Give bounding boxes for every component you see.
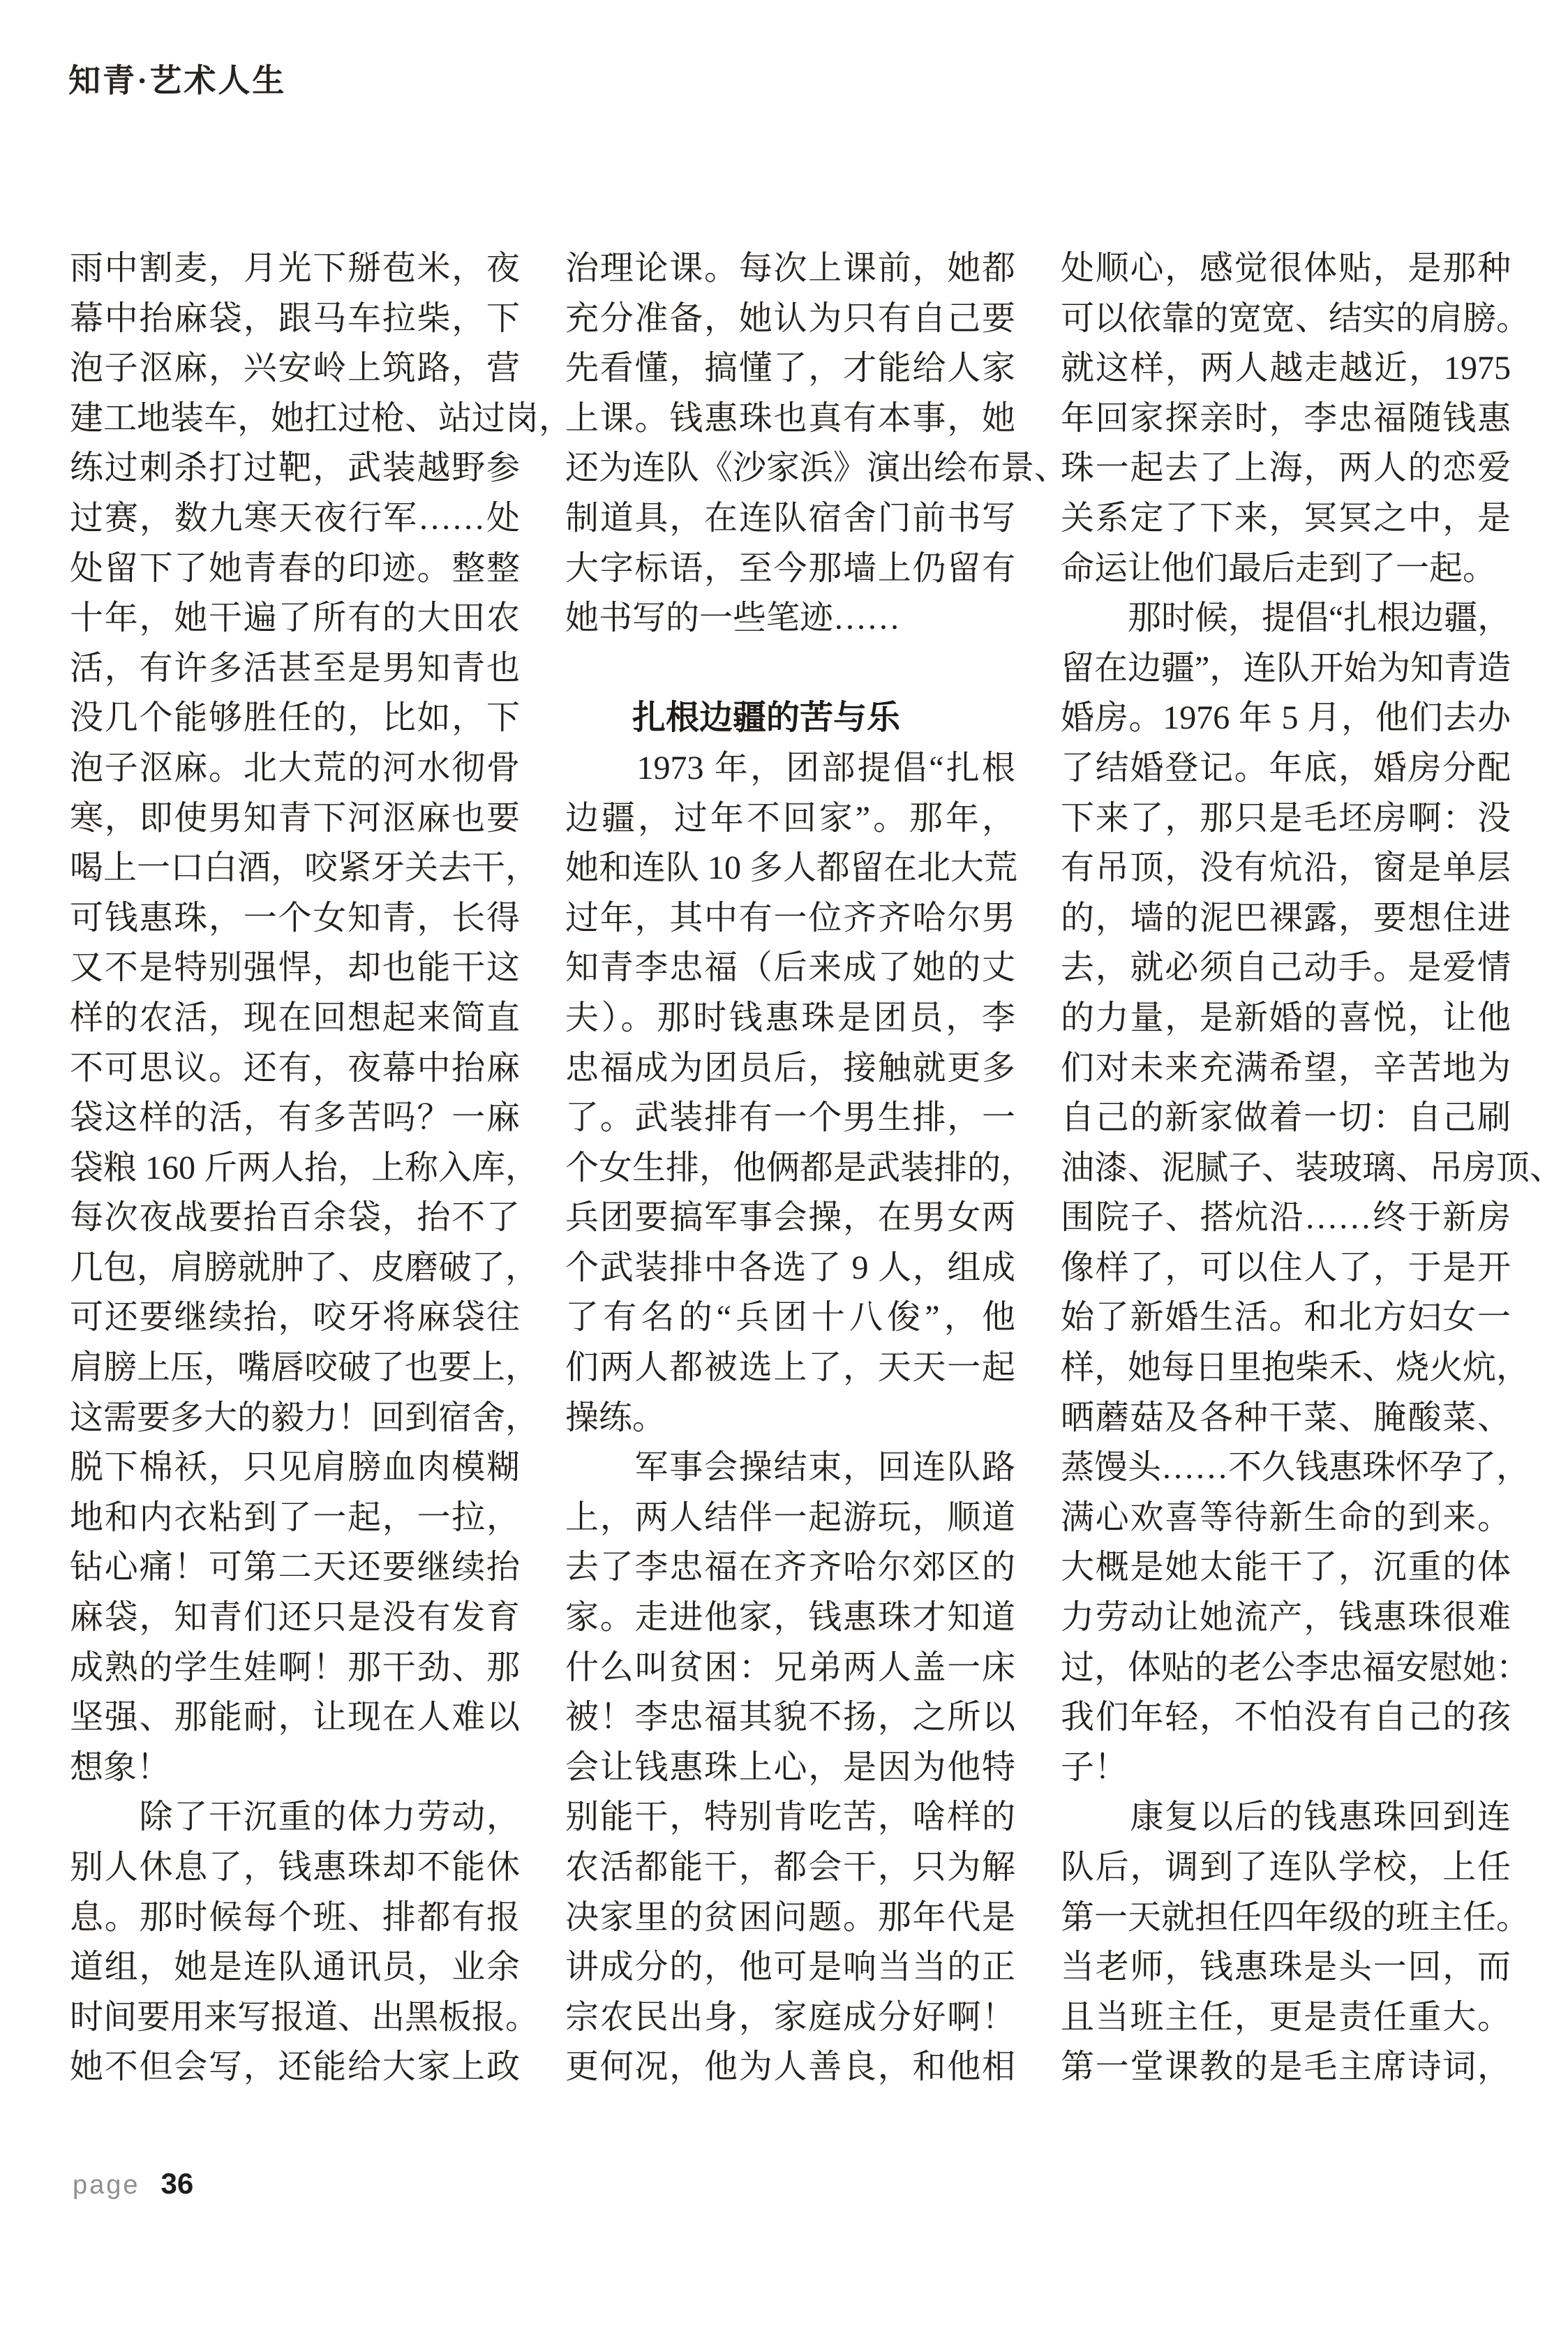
text-line: 钻心痛！可第二天还要继续抬	[70, 1549, 520, 1586]
text-line: 她和连队 10 多人都留在北大荒	[565, 849, 1018, 887]
text-line: 第一堂课教的是毛主席诗词，	[1061, 2048, 1511, 2086]
text-line: 成熟的学生娃啊！那干劲、那	[70, 1648, 520, 1686]
text-line: 泡子沤麻。北大荒的河水彻骨	[70, 749, 520, 787]
text-line: 大概是她太能干了，沉重的体	[1061, 1549, 1511, 1586]
page-footer	[73, 2167, 193, 2200]
text-line: 道组，她是连队通讯员，业余	[70, 1949, 520, 1986]
text-line: 每次夜战要抬百余袋，抬不了	[70, 1199, 520, 1237]
text-line: 留在边疆”，连队开始为知青造	[1061, 649, 1511, 687]
text-line: 别能干，特别肯吃苦，啥样的	[565, 1798, 1015, 1836]
text-line: 满心欢喜等待新生命的到来。	[1061, 1498, 1511, 1536]
text-line: 脱下棉袄，只见肩膀血肉模糊	[70, 1449, 520, 1487]
text-line: 们对未来充满希望，辛苦地为	[1061, 1049, 1511, 1087]
text-line: 喝上一口白酒，咬紧牙关去干，	[70, 849, 539, 887]
text-line: 了有名的“兵团十八俊”，他	[565, 1299, 1015, 1336]
text-line: 雨中割麦，月光下掰苞米，夜	[70, 250, 520, 287]
text-line: 处留下了她青春的印迹。整整	[70, 549, 520, 587]
text-line: 这需要多大的毅力！回到宿舍，	[70, 1399, 539, 1436]
text-line: 想象！	[70, 1748, 171, 1786]
text-line: 有吊顶，没有炕沿，窗是单层	[1061, 849, 1511, 887]
text-line: 袋粮 160 斤两人抬，上称入库，	[70, 1149, 539, 1186]
text-line: 不可思议。还有，夜幕中抬麻	[70, 1049, 520, 1087]
page-number: 36	[160, 2167, 194, 2200]
text-line: 我们年轻，不怕没有自己的孩	[1061, 1699, 1511, 1736]
text-line: 农活都能干，都会干，只为解	[565, 1849, 1015, 1886]
text-line: 被！李忠福其貌不扬，之所以	[565, 1699, 1015, 1736]
text-line: 建工地装车，她扛过枪、站过岗，	[70, 399, 573, 437]
text-line: 像样了，可以住人了，于是开	[1061, 1249, 1511, 1286]
text-line: 袋这样的活，有多苦吗？一麻	[70, 1099, 520, 1137]
text-line: 会让钱惠珠上心，是因为他特	[565, 1748, 1015, 1786]
text-line: 可以依靠的宽宽、结实的肩膀。	[1061, 299, 1530, 337]
text-line: 没几个能够胜任的，比如，下	[70, 699, 520, 737]
text-line: 制道具，在连队宿舍门前书写	[565, 499, 1015, 537]
text-line: 第一天就担任四年级的班主任。	[1061, 1898, 1530, 1936]
text-line: 子！	[1061, 1748, 1128, 1786]
text-line: 晒蘑菇及各种干菜、腌酸菜、	[1061, 1399, 1511, 1436]
text-line: 麻袋，知青们还只是没有发育	[70, 1599, 520, 1637]
text-line: 样的农活，现在回想起来简直	[70, 999, 520, 1036]
text-line: 年回家探亲时，李忠福随钱惠	[1061, 399, 1511, 437]
text-column-2	[565, 244, 1068, 2092]
blank-line	[565, 643, 1015, 694]
text-line: 们两人都被选上了，天天一起	[565, 1349, 1015, 1387]
text-line: 队后，调到了连队学校，上任	[1061, 1849, 1511, 1886]
text-line: 自己的新家做着一切：自己刷	[1061, 1099, 1511, 1137]
text-line: 力劳动让她流产，钱惠珠很难	[1061, 1599, 1511, 1637]
text-line: 家。走进他家，钱惠珠才知道	[565, 1599, 1015, 1637]
text-line: 就这样，两人越走越近，1975	[1061, 350, 1511, 387]
text-line: 她书写的一些笔迹……	[565, 599, 901, 637]
text-line: 大字标语，至今那墙上仍留有	[565, 549, 1015, 587]
text-line: 知青李忠福（后来成了她的丈	[565, 949, 1015, 987]
text-line: 别人休息了，钱惠珠却不能休	[70, 1849, 520, 1886]
text-line: 忠福成为团员后，接触就更多	[565, 1049, 1015, 1087]
text-line: 当老师，钱惠珠是头一回，而	[1061, 1949, 1511, 1986]
text-line: 她不但会写，还能给大家上政	[70, 2048, 520, 2086]
text-line: 坚强、那能耐，让现在人难以	[70, 1699, 520, 1736]
text-line: 边疆，过年不回家”。那年，	[565, 799, 1015, 837]
text-line: 地和内衣粘到了一起，一拉，	[70, 1498, 520, 1536]
text-line: 夫）。那时钱惠珠是团员，李	[565, 999, 1015, 1036]
text-line: 处顺心，感觉很体贴，是那种	[1061, 250, 1511, 287]
text-line: 婚房。1976 年 5 月，他们去办	[1061, 699, 1511, 737]
text-line: 操练。	[565, 1399, 666, 1436]
text-line: 上课。钱惠珠也真有本事，她	[565, 399, 1015, 437]
text-line: 军事会操结束，回连队路	[565, 1449, 1015, 1487]
text-line: 样，她每日里抱柴禾、烧火炕，	[1061, 1349, 1530, 1387]
text-line: 几包，肩膀就肿了、皮磨破了，	[70, 1249, 539, 1286]
text-line: 去了李忠福在齐齐哈尔郊区的	[565, 1549, 1015, 1586]
text-line: 又不是特别强悍，却也能干这	[70, 949, 520, 987]
text-column-3	[1061, 244, 1564, 2092]
text-line: 兵团要搞军事会操，在男女两	[565, 1199, 1015, 1237]
text-line: 肩膀上压，嘴唇咬破了也要上，	[70, 1349, 539, 1387]
text-line: 可钱惠珠，一个女知青，长得	[70, 899, 520, 937]
text-line: 寒，即使男知青下河沤麻也要	[70, 799, 520, 837]
text-line: 决家里的贫困问题。那年代是	[565, 1898, 1015, 1936]
text-line: 去，就必须自己动手。是爱情	[1061, 949, 1511, 987]
article-columns	[70, 244, 1564, 2092]
text-line: 息。那时候每个班、排都有报	[70, 1898, 520, 1936]
text-line: 关系定了下来，冥冥之中，是	[1061, 499, 1511, 537]
text-line: 过赛，数九寒天夜行军……处	[70, 499, 520, 537]
text-line: 珠一起去了上海，两人的恋爱	[1061, 449, 1511, 487]
text-line: 个武装排中各选了 9 人，组成	[565, 1249, 1015, 1286]
text-line: 上，两人结伴一起游玩，顺道	[565, 1498, 1015, 1536]
text-line: 十年，她干遍了所有的大田农	[70, 599, 520, 637]
page-title: 知青·艺术人生	[68, 63, 287, 98]
section-heading: 扎根边疆的苦与乐	[565, 699, 901, 737]
text-line: 先看懂，搞懂了，才能给人家	[565, 350, 1015, 387]
text-line: 命运让他们最后走到了一起。	[1061, 549, 1497, 587]
text-line: 且当班主任，更是责任重大。	[1061, 1998, 1511, 2036]
text-line: 活，有许多活甚至是男知青也	[70, 649, 520, 687]
text-line: 还为连队《沙家浜》演出绘布景、	[565, 449, 1068, 487]
text-line: 可还要继续抬，咬牙将麻袋往	[70, 1299, 520, 1336]
page-label: page	[73, 2170, 140, 2200]
text-column-1	[70, 244, 573, 2092]
text-line: 康复以后的钱惠珠回到连	[1061, 1798, 1511, 1836]
text-line: 治理论课。每次上课前，她都	[565, 250, 1015, 287]
text-line: 蒸馒头……不久钱惠珠怀孕了，	[1061, 1449, 1530, 1487]
text-line: 了。武装排有一个男生排，一	[565, 1099, 1015, 1137]
text-line: 那时候，提倡“扎根边疆，	[1061, 599, 1511, 637]
text-line: 除了干沉重的体力劳动，	[70, 1798, 520, 1836]
text-line: 更何况，他为人善良，和他相	[565, 2048, 1015, 2086]
text-line: 幕中抬麻袋，跟马车拉柴，下	[70, 299, 520, 337]
text-line: 油漆、泥腻子、装玻璃、吊房顶、	[1061, 1149, 1564, 1186]
text-line: 什么叫贫困：兄弟两人盖一床	[565, 1648, 1015, 1686]
text-line: 泡子沤麻，兴安岭上筑路，营	[70, 350, 520, 387]
text-line: 过年，其中有一位齐齐哈尔男	[565, 899, 1015, 937]
text-line: 的，墙的泥巴裸露，要想住进	[1061, 899, 1511, 937]
text-line: 讲成分的，他可是响当当的正	[565, 1949, 1015, 1986]
text-line: 1973 年，团部提倡“扎根	[565, 749, 1015, 787]
text-line: 围院子、搭炕沿……终于新房	[1061, 1199, 1511, 1237]
text-line: 下来了，那只是毛坯房啊：没	[1061, 799, 1511, 837]
text-line: 的力量，是新婚的喜悦，让他	[1061, 999, 1511, 1036]
text-line: 始了新婚生活。和北方妇女一	[1061, 1299, 1511, 1336]
text-line: 个女生排，他俩都是武装排的，	[565, 1149, 1035, 1186]
text-line: 充分准备，她认为只有自己要	[565, 299, 1015, 337]
text-line: 宗农民出身，家庭成分好啊！	[565, 1998, 1015, 2036]
text-line: 过，体贴的老公李忠福安慰她：	[1061, 1648, 1530, 1686]
text-line: 了结婚登记。年底，婚房分配	[1061, 749, 1511, 787]
text-line: 时间要用来写报道、出黑板报。	[70, 1998, 539, 2036]
text-line: 练过刺杀打过靶，武装越野参	[70, 449, 520, 487]
